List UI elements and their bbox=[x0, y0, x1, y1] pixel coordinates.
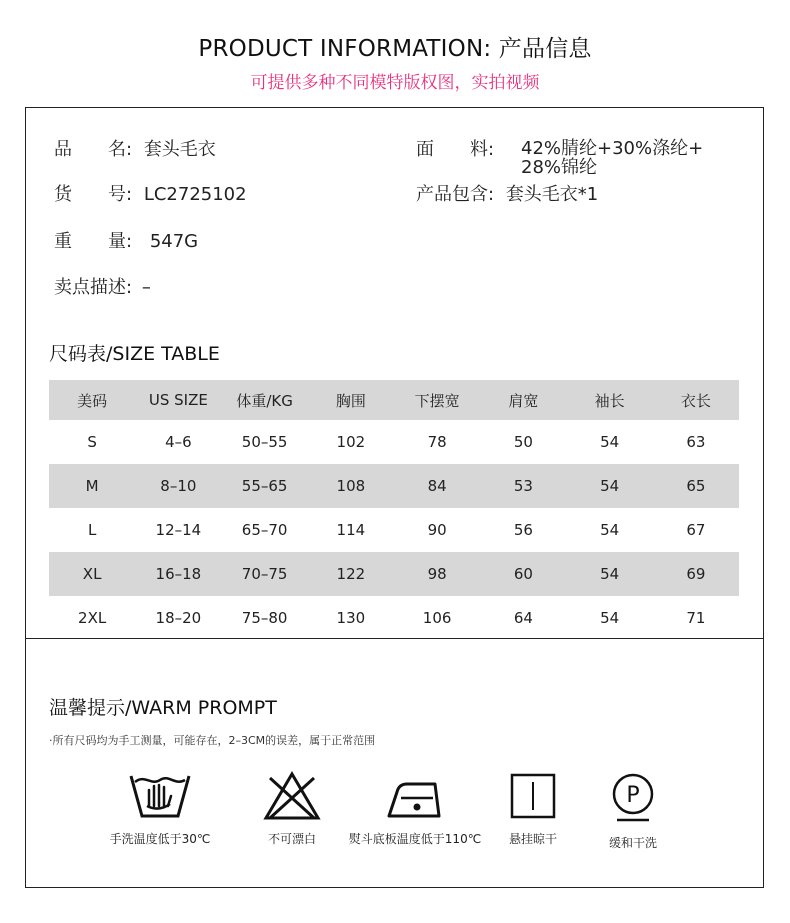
table-cell: 55–65 bbox=[241, 477, 288, 495]
care-item-hand-wash bbox=[100, 770, 220, 847]
table-cell: 60 bbox=[513, 565, 533, 583]
info-name-row bbox=[54, 139, 216, 161]
table-cell: 54 bbox=[600, 477, 620, 495]
care-label-no-bleach: 不可漂白 bbox=[267, 832, 316, 846]
table-cell: 130 bbox=[336, 609, 366, 627]
table-cell: 90 bbox=[427, 521, 447, 539]
care-label-hang-dry: 悬挂晾干 bbox=[508, 832, 557, 846]
size-table-header: 下摆宽 bbox=[414, 391, 460, 410]
info-selling-row bbox=[54, 277, 151, 299]
size-table-header: 体重/KG bbox=[236, 391, 293, 410]
table-cell: 63 bbox=[686, 433, 706, 451]
table-cell: 70–75 bbox=[241, 565, 288, 583]
info-contents-label: 产品包含: bbox=[416, 184, 495, 205]
table-cell: 65 bbox=[686, 477, 706, 495]
warm-prompt-title: 温馨提示/WARM PROMPT bbox=[49, 697, 277, 719]
info-name-label: 品 名: bbox=[54, 139, 133, 160]
info-fabric-value-line2: 28%锦纶 bbox=[521, 157, 598, 178]
info-code-value: LC2725102 bbox=[143, 184, 247, 205]
table-cell: 108 bbox=[336, 477, 366, 495]
info-selling-label: 卖点描述: bbox=[54, 277, 133, 298]
info-fabric-value-line1: 42%腈纶+30%涤纶+ bbox=[521, 138, 704, 159]
info-weight-label: 重 量: bbox=[54, 231, 133, 252]
size-table-header: 美码 bbox=[77, 391, 108, 410]
table-cell: 65–70 bbox=[241, 521, 288, 539]
size-table-header: 肩宽 bbox=[508, 391, 539, 410]
info-fabric-row bbox=[416, 139, 494, 161]
table-cell: 4–6 bbox=[165, 433, 192, 451]
table-cell: 78 bbox=[427, 433, 447, 451]
table-row bbox=[49, 420, 739, 464]
table-cell: 50 bbox=[513, 433, 533, 451]
table-cell: 75–80 bbox=[241, 609, 288, 627]
table-cell: XL bbox=[82, 565, 102, 583]
table-cell: 84 bbox=[427, 477, 447, 495]
table-cell: 69 bbox=[686, 565, 706, 583]
hand-wash-icon bbox=[127, 770, 193, 822]
info-selling-value: – bbox=[141, 277, 151, 298]
info-fabric-label: 面 料: bbox=[416, 139, 495, 160]
size-table-header: 衣长 bbox=[680, 391, 711, 410]
info-contents-value: 套头毛衣*1 bbox=[505, 184, 599, 205]
table-cell: 54 bbox=[600, 521, 620, 539]
table-cell: 102 bbox=[336, 433, 366, 451]
size-table-title: 尺码表/SIZE TABLE bbox=[49, 343, 220, 365]
measurement-note: ·所有尺码均为手工测量，可能存在，2–3CM的误差，属于正常范围 bbox=[49, 734, 376, 747]
table-row bbox=[49, 508, 739, 552]
table-cell: 114 bbox=[336, 521, 366, 539]
table-row bbox=[49, 596, 739, 640]
table-cell: 53 bbox=[513, 477, 533, 495]
info-weight-row bbox=[54, 231, 198, 253]
table-cell: 54 bbox=[600, 609, 620, 627]
size-table-header-row bbox=[49, 380, 739, 420]
table-cell: 2XL bbox=[78, 609, 107, 627]
size-table-header: 胸围 bbox=[335, 391, 366, 410]
care-label-dry-clean: 缓和干洗 bbox=[608, 836, 657, 850]
table-cell: 71 bbox=[686, 609, 706, 627]
dry-clean-icon bbox=[603, 770, 663, 826]
table-cell: 67 bbox=[686, 521, 706, 539]
info-contents-row bbox=[416, 184, 598, 206]
table-cell: 54 bbox=[600, 433, 620, 451]
size-table bbox=[49, 380, 739, 640]
table-cell: L bbox=[87, 521, 97, 539]
table-cell: 16–18 bbox=[155, 565, 202, 583]
info-name-value: 套头毛衣 bbox=[143, 139, 216, 160]
table-cell: M bbox=[85, 477, 99, 495]
table-cell: 56 bbox=[513, 521, 533, 539]
size-table-header: US SIZE bbox=[148, 391, 208, 409]
table-row bbox=[49, 552, 739, 596]
hang-dry-icon bbox=[503, 770, 563, 822]
iron-icon bbox=[385, 770, 445, 822]
size-table-header: 袖长 bbox=[594, 391, 625, 410]
info-weight-value: 547G bbox=[149, 231, 199, 252]
page-subtitle: 可提供多种不同模特版权图，实拍视频 bbox=[250, 73, 540, 93]
table-cell: 50–55 bbox=[241, 433, 288, 451]
table-cell: 122 bbox=[336, 565, 366, 583]
care-label-iron: 熨斗底板温度低于110℃ bbox=[348, 832, 482, 846]
care-item-dry-clean bbox=[573, 770, 693, 851]
table-cell: 8–10 bbox=[160, 477, 197, 495]
no-bleach-icon bbox=[262, 770, 322, 822]
table-cell: 12–14 bbox=[155, 521, 202, 539]
dry-clean-symbol: P bbox=[626, 783, 640, 808]
care-label-hand-wash: 手洗温度低于30℃ bbox=[109, 832, 211, 846]
info-code-row bbox=[54, 184, 247, 206]
table-cell: 64 bbox=[513, 609, 533, 627]
care-item-iron bbox=[345, 770, 485, 847]
table-cell: 106 bbox=[422, 609, 452, 627]
table-cell: 98 bbox=[427, 565, 447, 583]
page-title: PRODUCT INFORMATION: 产品信息 bbox=[198, 36, 592, 62]
table-row bbox=[49, 464, 739, 508]
care-item-no-bleach bbox=[232, 770, 352, 847]
table-cell: S bbox=[87, 433, 97, 451]
table-cell: 18–20 bbox=[155, 609, 202, 627]
info-code-label: 货 号: bbox=[54, 184, 133, 205]
info-fabric-value bbox=[521, 139, 703, 177]
table-cell: 54 bbox=[600, 565, 620, 583]
